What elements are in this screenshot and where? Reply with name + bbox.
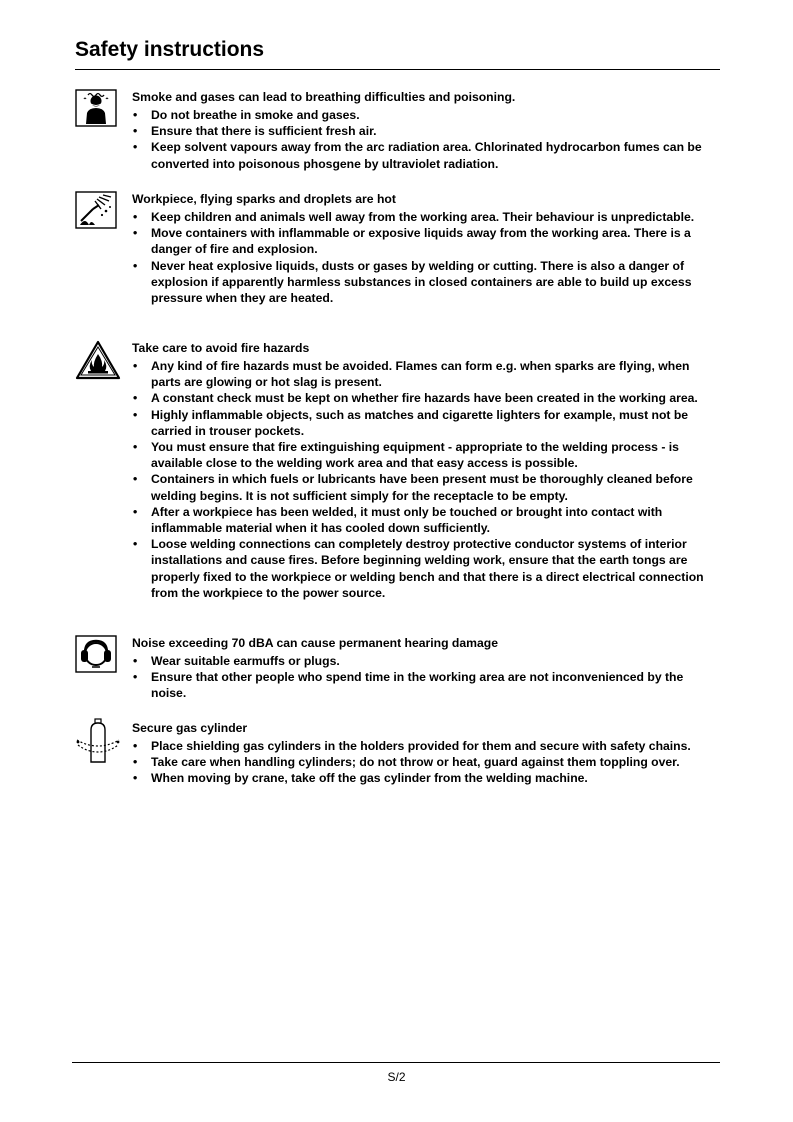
list-item: • Take care when handling cylinders; do not throw or heat, guard against them toppling over. xyxy=(132,754,720,770)
fire-warning-icon xyxy=(75,340,121,380)
list-item: • Place shielding gas cylinders in the holders provided for them and secure with safety chains. xyxy=(132,738,720,754)
list-item: • You must ensure that fire extinguishing equipment - appropriate to the welding process - is available close to the welding work area and that easy access is possible. xyxy=(132,439,720,471)
sparks-hazard-icon xyxy=(75,191,121,231)
section-heading: Secure gas cylinder xyxy=(132,721,248,735)
list-item: • Highly inflammable objects, such as matches and cigarette lighters for example, must not be carried in trouser pockets. xyxy=(132,407,720,439)
list-item: • Keep solvent vapours away from the arc radiation area. Chlorinated hydrocarbon fumes can be converted into poisonous phosgene by ultraviolet radiation. xyxy=(132,139,720,171)
page-number: S/2 xyxy=(387,1070,406,1084)
list-item: • Never heat explosive liquids, dusts or gases by welding or cutting. There is also a danger of explosion if apparently harmless substances in closed containers are able to build up excess pressure when they are heated. xyxy=(132,258,720,307)
page-title: Safety instructions xyxy=(75,38,265,61)
bullet-list xyxy=(132,738,720,787)
list-item: • Ensure that other people who spend time in the working area are not inconvenienced by the noise. xyxy=(132,669,720,701)
list-item: • Move containers with inflammable or exposive liquids away from the working area. There is a danger of fire and explosion. xyxy=(132,225,720,257)
ear-protection-icon xyxy=(75,635,121,675)
section-heading: Noise exceeding 70 dBA can cause permanent hearing damage xyxy=(132,636,498,650)
footer-divider xyxy=(72,1062,720,1063)
bullet-list xyxy=(132,358,720,601)
list-item: • Loose welding connections can completely destroy protective conductor systems of interior installations and cause fires. Before beginning welding work, ensure that the earth tongs are properly fixed to the workpiece or welding bench and that there is a direct electrical connection from the workpiece to the power source. xyxy=(132,536,720,601)
list-item: • Any kind of fire hazards must be avoided. Flames can form e.g. when sparks are flying, when parts are glowing or hot slag is present. xyxy=(132,358,720,390)
list-item: • A constant check must be kept on whether fire hazards have been created in the working area. xyxy=(132,390,720,406)
section-heading: Smoke and gases can lead to breathing difficulties and poisoning. xyxy=(132,90,516,104)
list-item: • When moving by crane, take off the gas cylinder from the welding machine. xyxy=(132,770,720,786)
list-item: • Wear suitable earmuffs or plugs. xyxy=(132,653,720,669)
bullet-list xyxy=(132,107,720,172)
breathing-hazard-icon xyxy=(75,89,121,129)
list-item: • Keep children and animals well away from the working area. Their behaviour is unpredictable. xyxy=(132,209,720,225)
gas-cylinder-chain-icon xyxy=(75,718,121,758)
section-heading: Workpiece, flying sparks and droplets are hot xyxy=(132,192,396,206)
list-item: • Containers in which fuels or lubricants have been present must be thoroughly cleaned before welding begins. It is not sufficient simply for the receptacle to be empty. xyxy=(132,471,720,503)
section-heading: Take care to avoid fire hazards xyxy=(132,341,310,355)
list-item: • After a workpiece has been welded, it must only be touched or brought into contact with inflammable material when it has cooled down sufficiently. xyxy=(132,504,720,536)
bullet-list xyxy=(132,653,720,702)
list-item: • Do not breathe in smoke and gases. xyxy=(132,107,720,123)
list-item: • Ensure that there is sufficient fresh air. xyxy=(132,123,720,139)
title-divider xyxy=(75,69,720,70)
bullet-list xyxy=(132,209,720,306)
